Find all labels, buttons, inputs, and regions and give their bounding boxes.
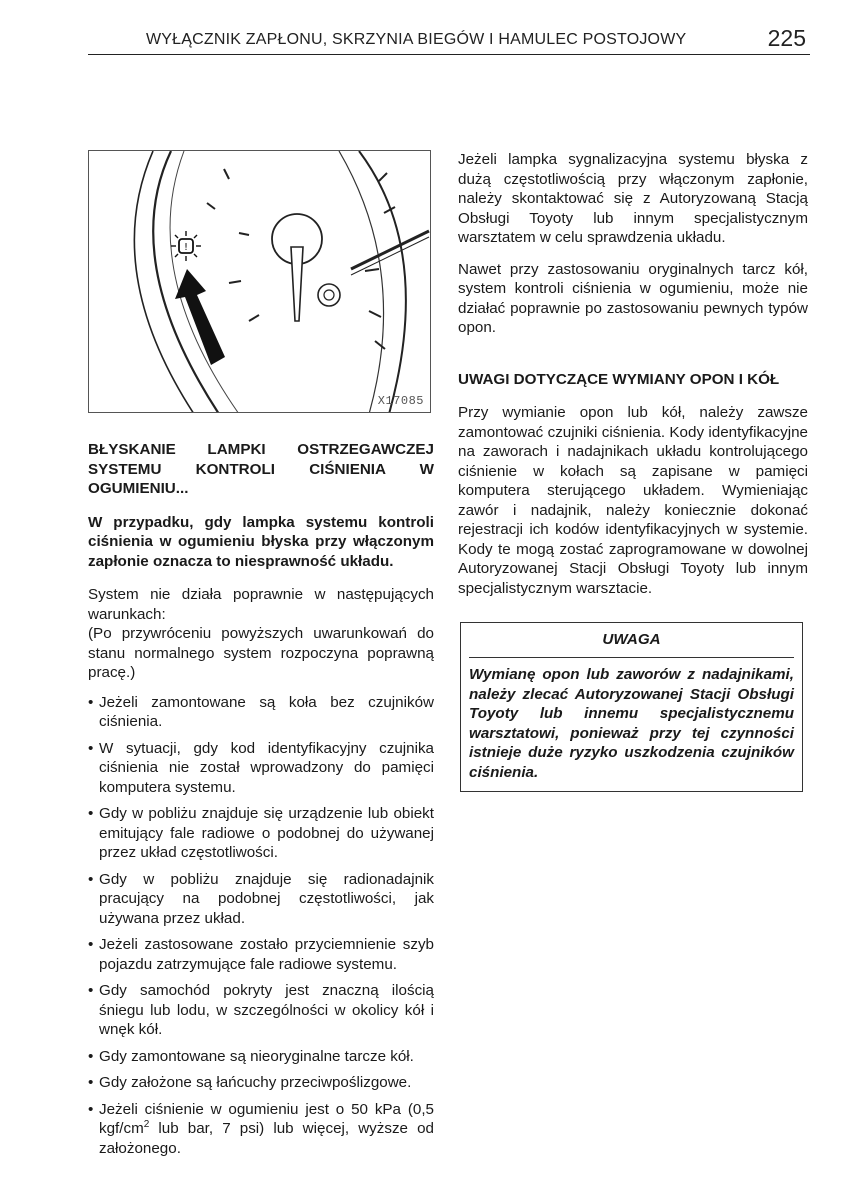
svg-text:!: ! [183, 242, 189, 253]
page-header [88, 24, 810, 55]
conditions-list [88, 693, 434, 1159]
section-heading-warning-lamp: BŁYSKANIE LAMPKI OSTRZEGAWCZEJ SYSTEMU KONTROLI CIŚNIENIA W OGUMIENIU... [88, 441, 434, 497]
list-item: • Jeżeli ciśnienie w ogumieniu jest o 50 kPa (0,5 kgf/$cm^2$ lub bar, 7 psi) lub więcej, wyższe od założonego. [88, 1100, 434, 1157]
conditions-intro: System nie działa poprawnie w następujących warunkach: [88, 586, 434, 623]
list-item: • Jeżeli zamontowane są koła bez czujników ciśnienia. [88, 693, 434, 730]
tire-pressure-warning-icon [171, 231, 201, 261]
list-item: • Gdy założone są łańcuchy przeciwpoślizgowe. [88, 1074, 412, 1091]
bullet-glyph: • [88, 870, 94, 888]
list-item: • Gdy w pobliżu znajduje się urządzenie lub obiekt emitujący fale radiowe o podobnej do używanej przez układ częstotliwości. [88, 805, 434, 861]
chapter-title: WYŁĄCZNIK ZAPŁONU, SKRZYNIA BIEGÓW I HAMULEC POSTOJOWY [146, 31, 687, 48]
paragraph-flashing-lamp: Jeżeli lampka sygnalizacyjna systemu błyska z dużą częstotliwością przy włączonym zapłonie, należy skontaktować się z Autoryzowaną Stacją Obsługi Toyoty lub innym specjalistycznym warsztatem w celu sprawdzenia układu. [458, 151, 808, 246]
paragraph-sensor-codes: Przy wymianie opon lub kół, należy zawsze zamontować czujniki ciśnienia. Kody identyfikacyjne na zaworach i nadajnikach układu kontrolującego ciśnienie w kołach są zapisane w pamięci komputera sterującego układem. Wymieniając zawór i nadajnik, należy koniecznie dokonać rejestracji ich kodów identyfikacyjnych w systemie. Kody te mogą zostać zaprogramowane w dowolnej Autoryzowanej Stacji Obsługi Toyoty lub innym specjalistycznym warsztacie. [458, 404, 808, 597]
bullet-glyph: • [88, 982, 94, 999]
bullet-glyph: • [88, 805, 94, 822]
list-item: • Gdy samochód pokryty jest znaczną ilością śniegu lub lodu, w szczególności w okolicy kół i wnęk kół. [88, 982, 434, 1038]
list-item: • Gdy zamontowane są nieoryginalne tarcze kół. [88, 1047, 414, 1065]
instrument-cluster-illustration [89, 151, 431, 413]
instrument-cluster-figure [88, 150, 431, 413]
bullet-glyph: • [88, 1047, 94, 1065]
warning-text: Wymianę opon lub zaworów z nadajnikami, należy zlecać Autoryzowanej Stacji Obsługi Toyoty lub innemu specjalistycznemu warsztatowi, ponieważ przy tej czynności istnieje duże ryzyko uszkodzenia czujników ciśnienia. [469, 666, 794, 781]
bullet-glyph: • [88, 1074, 94, 1091]
left-column [88, 440, 434, 1165]
right-column [458, 150, 808, 598]
warning-box [460, 622, 803, 792]
list-item: • W sytuacji, gdy kod identyfikacyjny czujnika ciśnienia nie został wprowadzony do pamięci komputera systemu. [88, 739, 434, 796]
list-item: • Gdy w pobliżu znajduje się radionadajnik pracujący na podobnej częstotliwości, jak używana przez układ. [88, 870, 434, 927]
paragraph-tire-types: Nawet przy zastosowaniu oryginalnych tarcz kół, system kontroli ciśnienia w ogumieniu, może nie działać poprawnie po zastosowaniu pewnych typów opon. [458, 260, 808, 336]
bullet-glyph: • [88, 739, 94, 757]
conditions-note: (Po przywróceniu powyższych uwarunkowań do stanu normalnego system rozpoczyna poprawną pracę.) [88, 625, 434, 681]
bullet-glyph: • [88, 1100, 94, 1118]
list-item: • Jeżeli zastosowane zostało przyciemnienie szyb pojazdu zatrzymujące fale radiowe systemu. [88, 936, 434, 973]
page-number: 225 [767, 25, 806, 51]
section-heading-tire-replacement: UWAGI DOTYCZĄCE WYMIANY OPON I KÓŁ [458, 370, 780, 388]
bullet-glyph: • [88, 936, 94, 953]
bold-paragraph: W przypadku, gdy lampka systemu kontroli ciśnienia w ogumieniu błyska przy włączonym zapłonie oznacza to niesprawność układu. [88, 513, 434, 570]
figure-code: X17085 [377, 394, 424, 408]
bullet-glyph: • [88, 693, 94, 711]
warning-title: UWAGA [469, 629, 794, 658]
